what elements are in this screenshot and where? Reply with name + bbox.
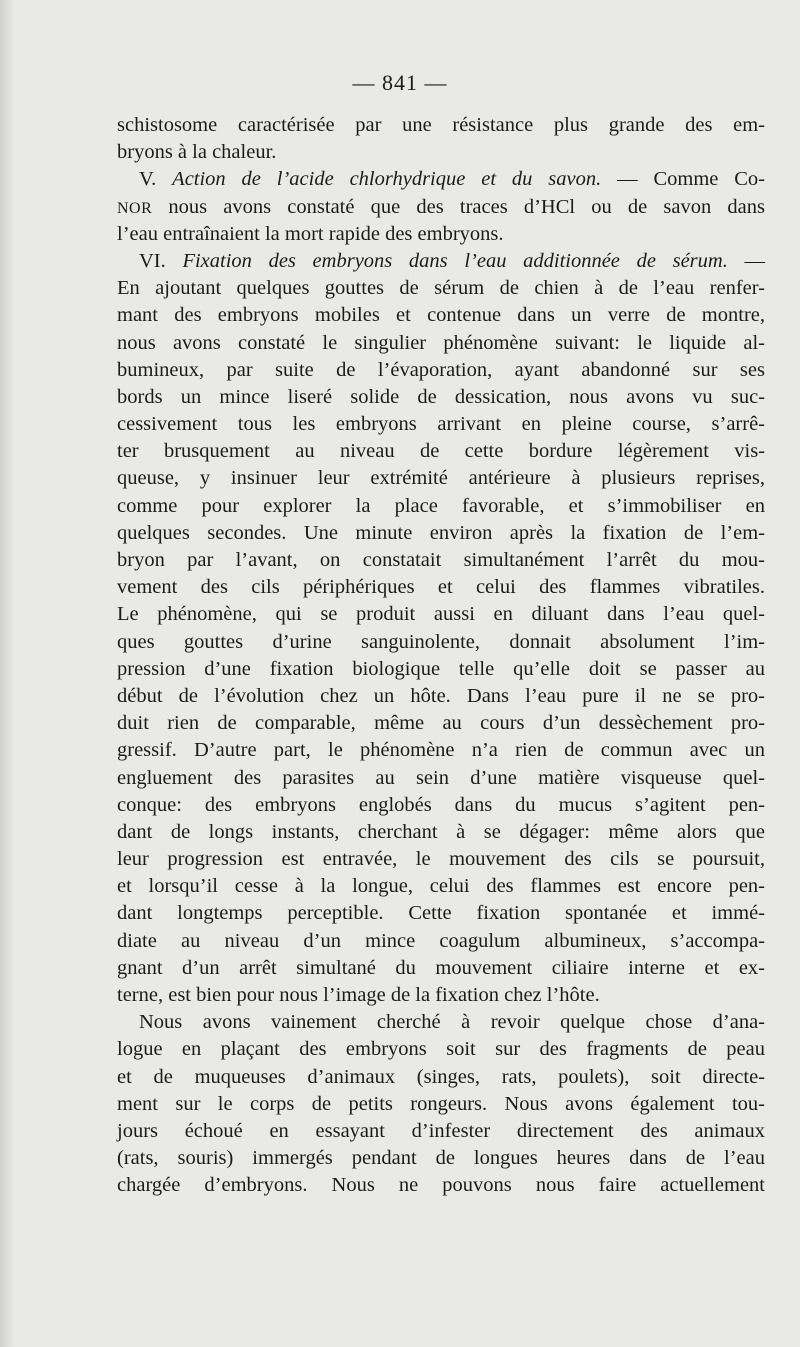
body-text: [117, 112, 765, 1200]
text-line: cessivement tous les embryons arrivant en pleine course, s’arrê-: [117, 413, 765, 436]
section-title: Fixation des embryons dans l’eau additionnée de sérum.: [182, 249, 728, 272]
text-line: mant des embryons mobiles et contenue dans un verre de montre,: [117, 304, 765, 327]
text-line: engluement des parasites au sein d’une matière visqueuse quel-: [117, 766, 765, 789]
text-run: — Comme Co-: [601, 168, 766, 191]
text-line: ment sur le corps de petits rongeurs. Nous avons également tou-: [117, 1092, 765, 1115]
text-run: nous avons constaté que des traces d’HCl ou de savon dans: [152, 195, 765, 218]
text-line: (rats, souris) immergés pendant de longues heures dans de l’eau: [117, 1147, 765, 1170]
text-line: conque: des embryons englobés dans du mucus s’agitent pen-: [117, 793, 765, 816]
text-line: schistosome caractérisée par une résistance plus grande des em-: [117, 114, 765, 136]
text-line: bumineux, par suite de l’évaporation, ayant abandonné sur ses: [117, 358, 765, 381]
text-line: début de l’évolution chez un hôte. Dans l’eau pure il ne se pro-: [117, 684, 765, 707]
page-number: — 841 —: [352, 70, 448, 95]
text-line: comme pour explorer la place favorable, et s’immobiliser en: [117, 494, 765, 517]
text-line: pression d’une fixation biologique telle qu’elle doit se passer au: [117, 657, 765, 680]
text-line: gressif. D’autre part, le phénomène n’a rien de commun avec un: [117, 739, 765, 762]
text-line: Le phénomène, qui se produit aussi en diluant dans l’eau quel-: [117, 603, 765, 626]
text-line: diate au niveau d’un mince coagulum albumineux, s’accompa-: [117, 929, 765, 952]
text-line: dant longtemps perceptible. Cette fixation spontanée et immé-: [117, 902, 765, 925]
text-line: En ajoutant quelques gouttes de sérum de chien à de l’eau renfer-: [117, 277, 765, 300]
text-line: et de muqueuses d’animaux (singes, rats, poulets), soit directe-: [117, 1065, 765, 1088]
text-line: gnant d’un arrêt simultané du mouvement ciliaire interne et ex-: [117, 956, 765, 979]
text-line: vement des cils périphériques et celui des flammes vibratiles.: [117, 576, 765, 599]
author-smallcaps: NOR: [117, 199, 153, 217]
text-line: [117, 194, 765, 221]
section-number: V.: [139, 168, 173, 191]
text-line: duit rien de comparable, même au cours d’un dessèchement pro-: [117, 712, 765, 735]
text-line: jours échoué en essayant d’infester directement des animaux: [117, 1119, 765, 1142]
text-line: terne, est bien pour nous l’image de la fixation chez l’hôte.: [117, 984, 600, 1006]
section-heading-line: [117, 166, 765, 193]
text-line: ter brusquement au niveau de cette bordure légèrement vis-: [117, 440, 765, 463]
text-line: bryon par l’avant, on constatait simultanément l’arrêt du mou-: [117, 549, 765, 571]
section-number: VI.: [139, 249, 183, 272]
text-line: queuse, y insinuer leur extrémité antérieure à plusieurs reprises,: [117, 467, 765, 490]
text-line: logue en plaçant des embryons soit sur des fragments de peau: [117, 1038, 765, 1061]
text-run: —: [727, 249, 765, 272]
text-line: l’eau entraînaient la mort rapide des embryons.: [117, 222, 504, 245]
paragraph-start-line: Nous avons vainement cherché à revoir quelque chose d’ana-: [139, 1011, 765, 1034]
text-line: nous avons constaté le singulier phénomène suivant: le liquide al-: [117, 331, 765, 354]
text-line: et lorsqu’il cesse à la longue, celui des flammes est encore pen-: [117, 875, 765, 898]
section-heading-line: [117, 248, 765, 275]
text-line: quelques secondes. Une minute environ après la fixation de l’em-: [117, 521, 765, 544]
text-line: bryons à la chaleur.: [117, 141, 277, 164]
text-line: bords un mince liseré solide de dessication, nous avons vu suc-: [117, 385, 765, 408]
text-line: ques gouttes d’urine sanguinolente, donnait absolument l’im-: [117, 630, 765, 653]
text-line: chargée d’embryons. Nous ne pouvons nous faire actuellement: [117, 1174, 765, 1197]
page-edge-shadow: [0, 0, 14, 1347]
text-line: dant de longs instants, cherchant à se dégager: même alors que: [117, 820, 765, 843]
text-line: leur progression est entravée, le mouvement des cils se poursuit,: [117, 848, 765, 871]
section-title: Action de l’acide chlorhydrique et du savon.: [172, 168, 602, 191]
